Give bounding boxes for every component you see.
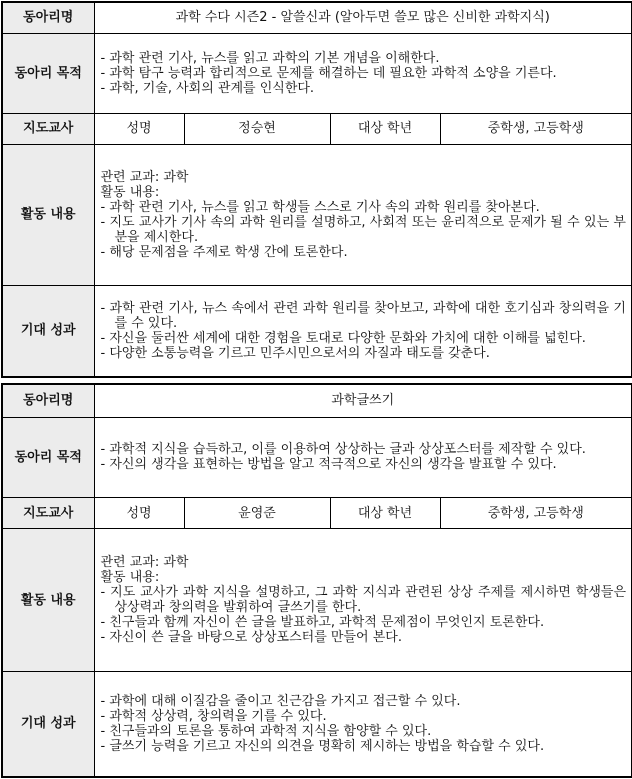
club-name: 과학 수다 시즌2 - 알쓸신과 (알아두면 쓸모 많은 신비한 과학지식) bbox=[94, 2, 632, 33]
outcome-item: - 과학적 상상력, 창의력을 기를 수 있다. bbox=[100, 708, 327, 724]
activity-item: - 지도 교사가 과학 지식을 설명하고, 그 과학 지식과 관련된 상상 주제를 제시하면 학생들은 상상력과 창의력을 발휘하여 글쓰기를 한다. bbox=[100, 585, 627, 616]
outcome-item: - 과학에 대해 이질감을 줄이고 친근감을 가지고 접근할 수 있다. bbox=[100, 693, 461, 709]
purpose-label: 동아리 목적 bbox=[2, 417, 94, 497]
activity-item: - 지도 교사가 기사 속의 과학 원리를 설명하고, 사회적 또는 윤리적으로 문제가 될 수 있는 부분을 제시한다. bbox=[100, 214, 626, 245]
outcome-label: 기대 성과 bbox=[2, 671, 94, 777]
outcome-item: - 글쓰기 능력을 기르고 자신의 의견을 명확히 제시하는 방법을 학습할 수 있다. bbox=[100, 738, 545, 754]
outcome-label: 기대 성과 bbox=[2, 285, 94, 377]
club-name-label: 동아리명 bbox=[2, 2, 94, 33]
teacher-name-label: 성명 bbox=[94, 113, 184, 144]
grade-value: 중학생, 고등학생 bbox=[440, 498, 632, 529]
purpose-item: - 과학적 지식을 습득하고, 이를 이용하여 상상하는 글과 상상포스터를 제작할 수 있다. bbox=[100, 442, 586, 458]
club-table-1 bbox=[1, 1, 632, 378]
activity-label: 활동 내용 bbox=[2, 529, 94, 672]
activity-item: - 과학 관련 기사, 뉴스를 읽고 학생들 스스로 기사 속의 과학 원리를 찾아본다. bbox=[100, 199, 540, 215]
grade-value: 중학생, 고등학생 bbox=[440, 113, 632, 144]
activity-item: - 친구들과 함께 자신이 쓴 글을 발표하고, 과학적 문제점이 무엇인지 토론한다. bbox=[100, 615, 545, 631]
purpose-content bbox=[94, 417, 632, 497]
purpose-item: - 과학 탐구 능력과 합리적으로 문제를 해결하는 데 필요한 과학적 소양을 기른다. bbox=[100, 65, 557, 81]
grade-label: 대상 학년 bbox=[330, 113, 440, 144]
teacher-name: 윤영준 bbox=[184, 498, 330, 529]
activity-label: 활동 내용 bbox=[2, 144, 94, 285]
purpose-item: - 자신의 생각을 표현하는 방법을 알고 적극적으로 자신의 생각을 발표할 수 있다. bbox=[100, 457, 557, 473]
outcome-item: - 다양한 소통능력을 기르고 민주시민으로서의 자질과 태도를 갖춘다. bbox=[100, 345, 490, 361]
activity-item: - 자신이 쓴 글을 바탕으로 상상포스터를 만들어 본다. bbox=[100, 630, 402, 646]
activity-content bbox=[94, 144, 632, 285]
outcome-content bbox=[94, 285, 632, 377]
teacher-label: 지도교사 bbox=[2, 498, 94, 529]
activity-subject: 관련 교과: 과학 bbox=[100, 169, 189, 185]
teacher-label: 지도교사 bbox=[2, 113, 94, 144]
activity-intro: 활동 내용: bbox=[100, 184, 160, 200]
activity-item: - 해당 문제점을 주제로 학생 간에 토론한다. bbox=[100, 244, 348, 260]
teacher-name-label: 성명 bbox=[94, 498, 184, 529]
purpose-content bbox=[94, 33, 632, 113]
outcome-item: - 친구들과의 토론을 통하여 과학적 지식을 함양할 수 있다. bbox=[100, 723, 432, 739]
activity-subject: 관련 교과: 과학 bbox=[100, 555, 189, 571]
club-table-2 bbox=[1, 383, 632, 778]
purpose-item: - 과학 관련 기사, 뉴스를 읽고 과학의 기본 개념을 이해한다. bbox=[100, 50, 440, 66]
activity-intro: 활동 내용: bbox=[100, 570, 160, 586]
outcome-item: - 과학 관련 기사, 뉴스 속에서 관련 과학 원리를 찾아보고, 과학에 대한 호기심과 창의력을 기를 수 있다. bbox=[100, 300, 626, 331]
club-name: 과학글쓰기 bbox=[94, 384, 632, 417]
outcome-content bbox=[94, 671, 632, 777]
purpose-item: - 과학, 기술, 사회의 관계를 인식한다. bbox=[100, 80, 315, 96]
activity-content bbox=[94, 529, 632, 672]
teacher-name: 정승현 bbox=[184, 113, 330, 144]
purpose-label: 동아리 목적 bbox=[2, 33, 94, 113]
club-name-label: 동아리명 bbox=[2, 384, 94, 417]
outcome-item: - 자신을 둘러싼 세계에 대한 경험을 토대로 다양한 문화와 가치에 대한 이해를 넓힌다. bbox=[100, 330, 586, 346]
grade-label: 대상 학년 bbox=[330, 498, 440, 529]
